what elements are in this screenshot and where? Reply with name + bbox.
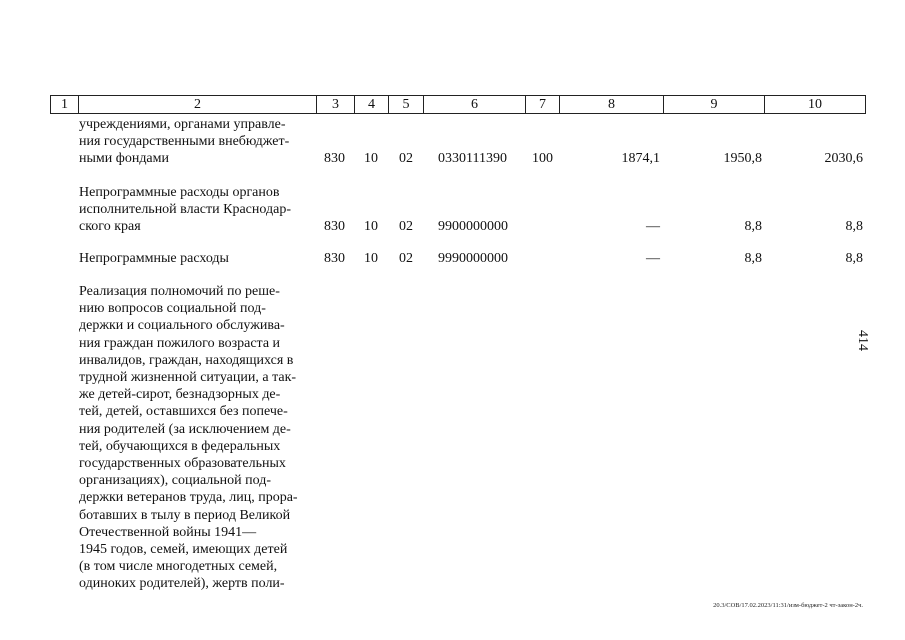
description-line: организациях), социальной под- [79, 473, 272, 489]
description-line: Отечественной войны 1941— [79, 524, 257, 540]
description-line: инвалидов, граждан, находящихся в [79, 352, 294, 368]
amount-year-2: 8,8 [744, 219, 762, 234]
description-line: нию вопросов социальной под- [79, 301, 266, 317]
column-header-6: 6 [424, 96, 526, 114]
description-line: трудной жизненной ситуации, а так- [79, 370, 297, 386]
description-line: ния граждан пожилого возраста и [79, 335, 281, 351]
description-line: учреждениями, органами управле- [79, 117, 286, 132]
description-line: тей, обучающихся в федеральных [79, 438, 281, 454]
description-line: (в том числе многодетных семей, [79, 559, 278, 575]
amount-year-2: 1950,8 [723, 151, 762, 166]
amount-year-1: 1874,1 [621, 151, 660, 166]
subsection-code: 02 [399, 219, 413, 234]
column-header-5: 5 [389, 96, 424, 114]
description-line: держки ветеранов труда, лиц, прора- [79, 490, 298, 506]
column-header-3: 3 [317, 96, 355, 114]
expense-type-code: 100 [532, 151, 553, 166]
column-header-2: 2 [79, 96, 317, 114]
description-line: государственных образовательных [79, 456, 286, 472]
column-header-4: 4 [355, 96, 389, 114]
amount-year-1: — [646, 251, 660, 266]
row-description [79, 283, 316, 593]
description-line: же детей-сирот, безнадзорных де- [79, 387, 281, 403]
column-header-7: 7 [526, 96, 560, 114]
description-line: Реализация полномочий по реше- [79, 284, 280, 299]
page-number: 414 [855, 330, 870, 351]
document-footer-code: 20.3/СОВ/17.02.2023/11:31/изм-бюджет-2 чт-закон-2ч. [713, 602, 863, 609]
description-line: ния государственными внебюджет- [79, 134, 290, 150]
amount-year-3: 8,8 [845, 219, 863, 234]
column-header-8: 8 [560, 96, 664, 114]
description-line: держки и социального обслужива- [79, 318, 285, 334]
ministry-code: 830 [324, 219, 345, 234]
target-article-code: 9990000000 [438, 251, 508, 266]
column-header-9: 9 [664, 96, 765, 114]
column-number-header [50, 95, 866, 114]
amount-year-1: — [646, 219, 660, 234]
row-description [79, 184, 316, 236]
row-description [79, 250, 316, 267]
description-line: Непрограммные расходы органов [79, 185, 280, 200]
description-line: тей, детей, оставшихся без попече- [79, 404, 288, 420]
target-article-code: 0330111390 [438, 151, 507, 166]
amount-year-2: 8,8 [744, 251, 762, 266]
section-code: 10 [364, 151, 378, 166]
amount-year-3: 8,8 [845, 251, 863, 266]
description-line: ботавших в тылу в период Великой [79, 507, 291, 523]
description-line: Непрограммные расходы [79, 251, 229, 266]
subsection-code: 02 [399, 151, 413, 166]
description-line: ными фондами [79, 151, 170, 167]
description-line: одиноких родителей), жертв поли- [79, 576, 285, 592]
ministry-code: 830 [324, 251, 345, 266]
column-header-1: 1 [51, 96, 79, 114]
column-header-10: 10 [765, 96, 866, 114]
ministry-code: 830 [324, 151, 345, 166]
description-line: исполнительной власти Краснодар- [79, 202, 291, 218]
section-code: 10 [364, 219, 378, 234]
amount-year-3: 2030,6 [824, 151, 863, 166]
description-line: ния родителей (за исключением де- [79, 421, 291, 437]
description-line: ского края [79, 219, 141, 235]
subsection-code: 02 [399, 251, 413, 266]
row-description [79, 116, 316, 168]
target-article-code: 9900000000 [438, 219, 508, 234]
section-code: 10 [364, 251, 378, 266]
description-line: 1945 годов, семей, имеющих детей [79, 542, 288, 558]
